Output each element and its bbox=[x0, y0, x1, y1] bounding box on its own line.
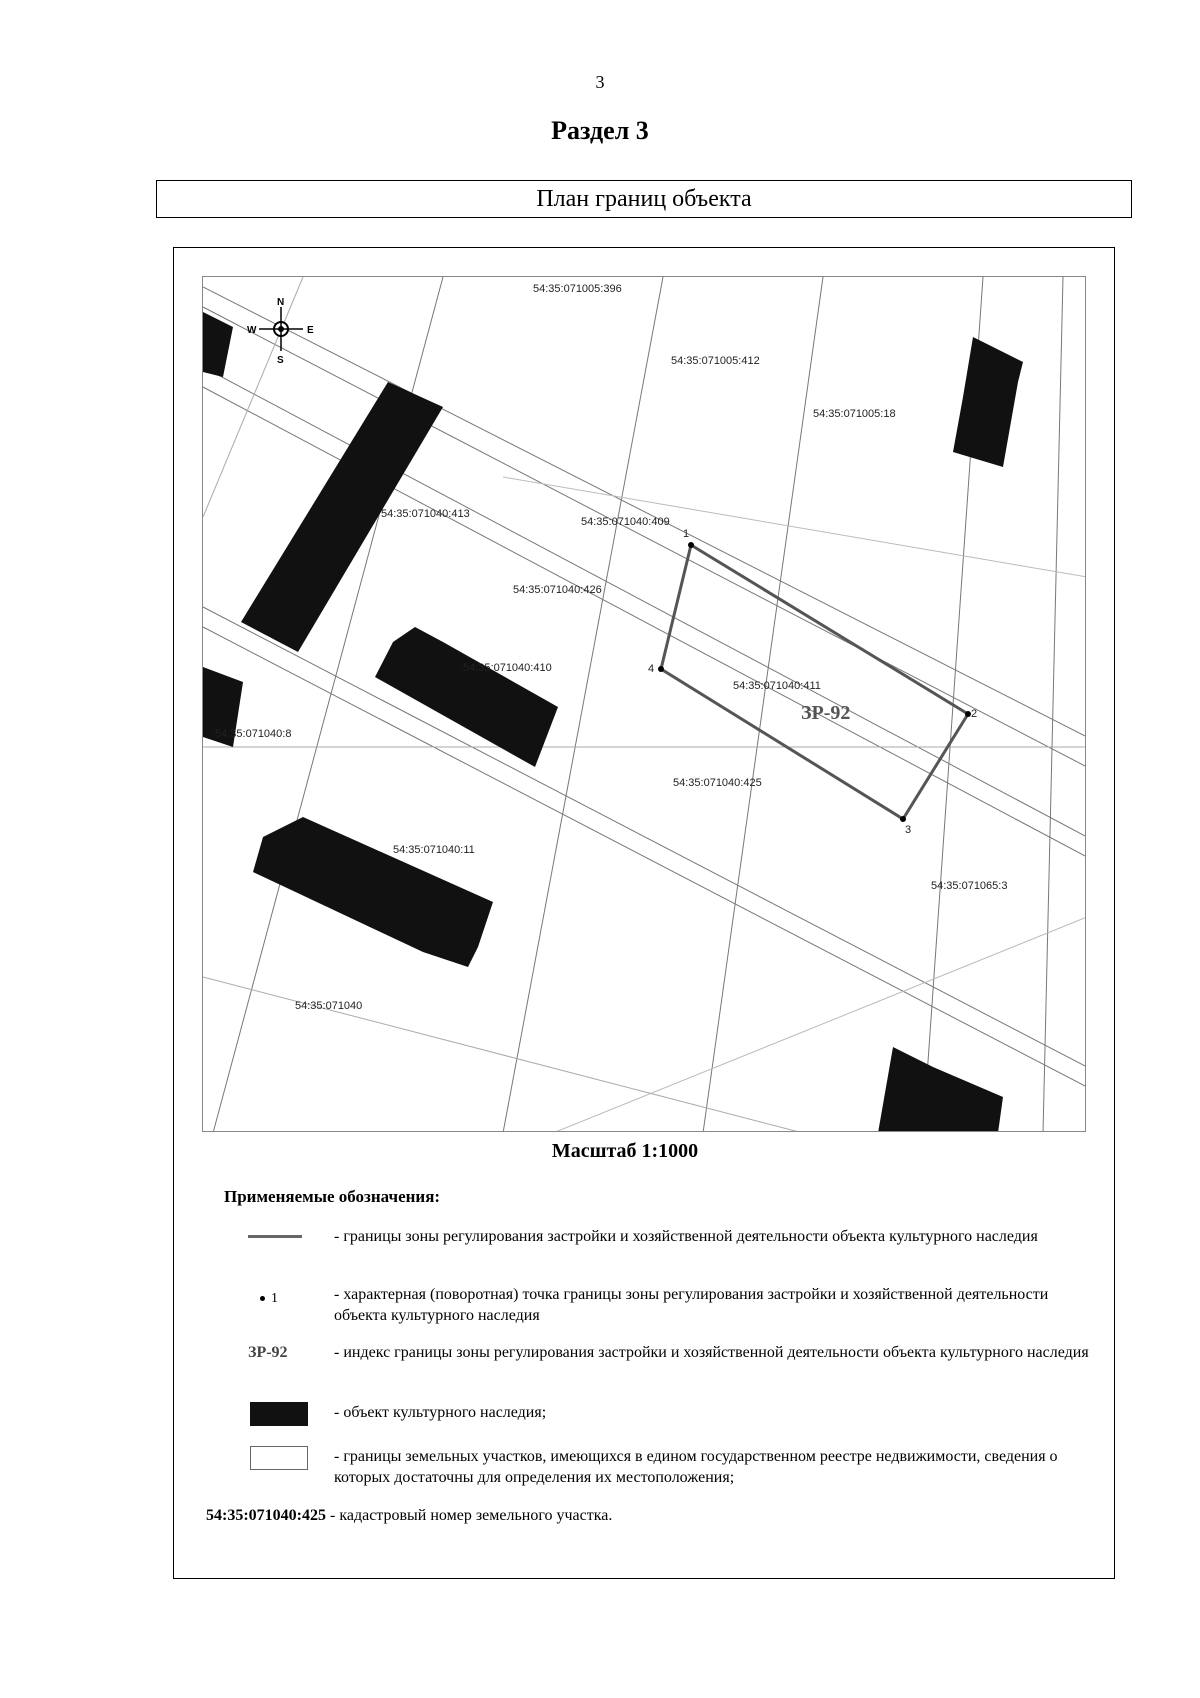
compass-n: N bbox=[277, 297, 285, 308]
point-label-2: 2 bbox=[971, 708, 978, 720]
map-drawing bbox=[203, 277, 1086, 1132]
legend-item-cadastral-number bbox=[206, 1507, 612, 1525]
page-number: 3 bbox=[595, 72, 605, 92]
parcel-label: 54:35:071040 bbox=[295, 1000, 363, 1012]
parcel-label: 54:35:071005:412 bbox=[671, 355, 760, 367]
map-scale: Масштаб 1:1000 bbox=[551, 1140, 699, 1162]
legend-title: Применяемые обозначения: bbox=[224, 1187, 441, 1206]
legend-symbol-line bbox=[224, 1226, 324, 1268]
section-title: Раздел 3 bbox=[551, 116, 649, 145]
parcel-label: 54:35:071040:11 bbox=[393, 844, 475, 856]
legend-symbol-white-box bbox=[224, 1446, 324, 1488]
point-label-1: 1 bbox=[683, 528, 690, 540]
parcel-label: 54:35:071040:413 bbox=[381, 508, 470, 520]
legend-zone-index: ЗР-92 bbox=[248, 1344, 288, 1361]
legend-text: - границы земельных участков, имеющихся в едином государственном реестре недвижимости, сведения о которых достаточны для определения их местоположения; bbox=[334, 1448, 1058, 1486]
zone-index-label: ЗР-92 bbox=[801, 702, 851, 724]
legend-text: - объект культурного наследия; bbox=[334, 1404, 547, 1421]
cadastral-number-example: 54:35:071040:425 bbox=[206, 1507, 326, 1524]
compass-w: W bbox=[247, 325, 257, 336]
cadastral-number-text: - кадастровый номер земельного участка. bbox=[329, 1507, 613, 1524]
legend-symbol-point bbox=[224, 1284, 324, 1326]
point-label-3: 3 bbox=[905, 824, 912, 836]
legend-symbol-black-box bbox=[224, 1402, 324, 1444]
parcel-label: 54:35:071040:425 bbox=[673, 777, 762, 789]
legend-text: - границы зоны регулирования застройки и хозяйственной деятельности объекта культурного наследия bbox=[334, 1228, 1038, 1245]
compass-s: S bbox=[277, 355, 284, 366]
parcel-label: 54:35:071065:3 bbox=[931, 880, 1008, 892]
compass-rose-icon bbox=[247, 297, 314, 366]
legend-symbol-index bbox=[224, 1342, 324, 1384]
parcel-label: 54:35:071040:411 bbox=[733, 680, 821, 692]
parcel-label: 54:35:071040:8 bbox=[215, 728, 292, 740]
parcel-label: 54:35:071040:426 bbox=[513, 584, 602, 596]
legend-point-number: 1 bbox=[271, 1291, 278, 1306]
parcel-label: 54:35:071005:18 bbox=[813, 408, 896, 420]
cadastral-map bbox=[202, 276, 1086, 1132]
parcel-label: 54:35:071040:410 bbox=[463, 662, 552, 674]
compass-e: E bbox=[307, 325, 314, 336]
plan-header: План границ объекта bbox=[156, 180, 1132, 218]
parcel-label: 54:35:071005:396 bbox=[533, 283, 622, 295]
legend-text: - индекс границы зоны регулирования застройки и хозяйственной деятельности объекта культурного наследия bbox=[334, 1344, 1089, 1361]
point-dot-icon bbox=[260, 1296, 265, 1301]
legend-text: - характерная (поворотная) точка границы зоны регулирования застройки и хозяйственной деятельности объекта культурного наследия bbox=[334, 1286, 1049, 1324]
point-label-4: 4 bbox=[648, 663, 655, 675]
parcel-label: 54:35:071040:409 bbox=[581, 516, 670, 528]
